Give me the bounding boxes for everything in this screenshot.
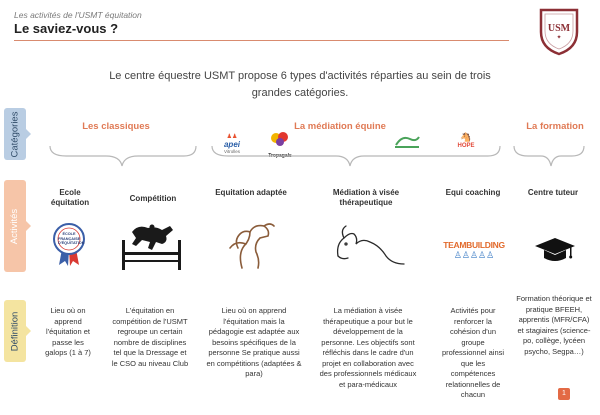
side-label-definition: Définition	[4, 300, 26, 362]
brace-classiques	[50, 146, 196, 166]
arrow-categories-icon	[26, 129, 31, 139]
page-subtitle: Les activités de l'USMT équitation	[14, 10, 142, 20]
side-label-categories: Catégories	[4, 108, 26, 160]
graduation-cap-icon	[534, 234, 576, 264]
show-jumping-icon	[118, 222, 186, 272]
activity-name-equi-coaching: Equi coaching	[445, 188, 501, 197]
arrow-definition-icon	[26, 326, 31, 336]
definition-centre-tuteur: Formation théorique et pratique BFEEH, apprentis (MFR/CFA) et stagiaires (science-po, collège, lycéen psycho, Segpa…)	[516, 294, 592, 356]
category-formation: La formation	[526, 121, 584, 132]
brace-formation	[514, 146, 584, 166]
title-divider	[14, 40, 509, 41]
definition-ecole: Lieu où on apprend l'équitation et passe les galops (1 à 7)	[45, 306, 91, 357]
activity-name-centre-tuteur: Centre tuteur	[527, 188, 579, 197]
activity-name-ecole: Ecole équitation	[50, 188, 90, 207]
category-classiques: Les classiques	[82, 121, 150, 132]
definition-equi-coaching: Activités pour renforcer la cohésion d'un groupe professionnel ainsi que les compétences relationnelles de chacun	[441, 306, 505, 399]
activity-name-mediation: Médiation à visée thérapeutique	[332, 188, 400, 207]
activity-name-adaptee: Equitation adaptée	[215, 188, 287, 197]
hope-logo: 🐴 HOPE	[457, 132, 475, 149]
category-braces	[36, 142, 596, 172]
horse-line-art-icon	[220, 218, 282, 272]
horse-head-outline-icon	[332, 220, 408, 272]
apei-logo: ♟♟ apei Vitrolles	[223, 134, 240, 154]
definition-adaptee: Lieu où on apprend l'équitation mais la pédagogie est adaptée aux besoins spécifiques de la personne Se pratique aussi en compétitions (adaptées & para)	[206, 306, 302, 378]
tropagals-logo: Tropagals	[262, 130, 298, 158]
category-mediation: La médiation équine	[294, 121, 386, 132]
intro-text: Le centre équestre USMT propose 6 types d'activités réparties au sein de trois grandes catégories.	[109, 70, 491, 99]
ecole-badge-icon: ÉCOLE FRANÇAISE D'ÉQUITATION	[52, 223, 86, 267]
usmt-logo	[536, 4, 582, 56]
svg-text:USM: USM	[547, 23, 571, 34]
side-label-activites: Activités	[4, 180, 26, 272]
activity-name-competition: Compétition	[129, 194, 177, 203]
page-number: 1	[558, 388, 570, 400]
brace-mediation	[212, 146, 500, 166]
arrow-activites-icon	[26, 221, 31, 231]
definition-competition: L'équitation en compétition de l'USMT regroupe un certain nombre de disciplines tel que la Dressage et le CSO au niveau Club	[111, 306, 189, 368]
definition-mediation: La médiation à visée thérapeutique a pour but le développement de la personne. Les objectifs sont réfléchis dans le cadre d'un projet en collaboration avec des professionnels médicaux et para-médicaux	[319, 306, 417, 389]
teambuilding-icon: TEAMBUILDING ♙♙♙♙♙	[443, 240, 505, 260]
page-title: Le saviez-vous ?	[14, 21, 119, 36]
svg-text:✦: ✦	[556, 35, 562, 41]
